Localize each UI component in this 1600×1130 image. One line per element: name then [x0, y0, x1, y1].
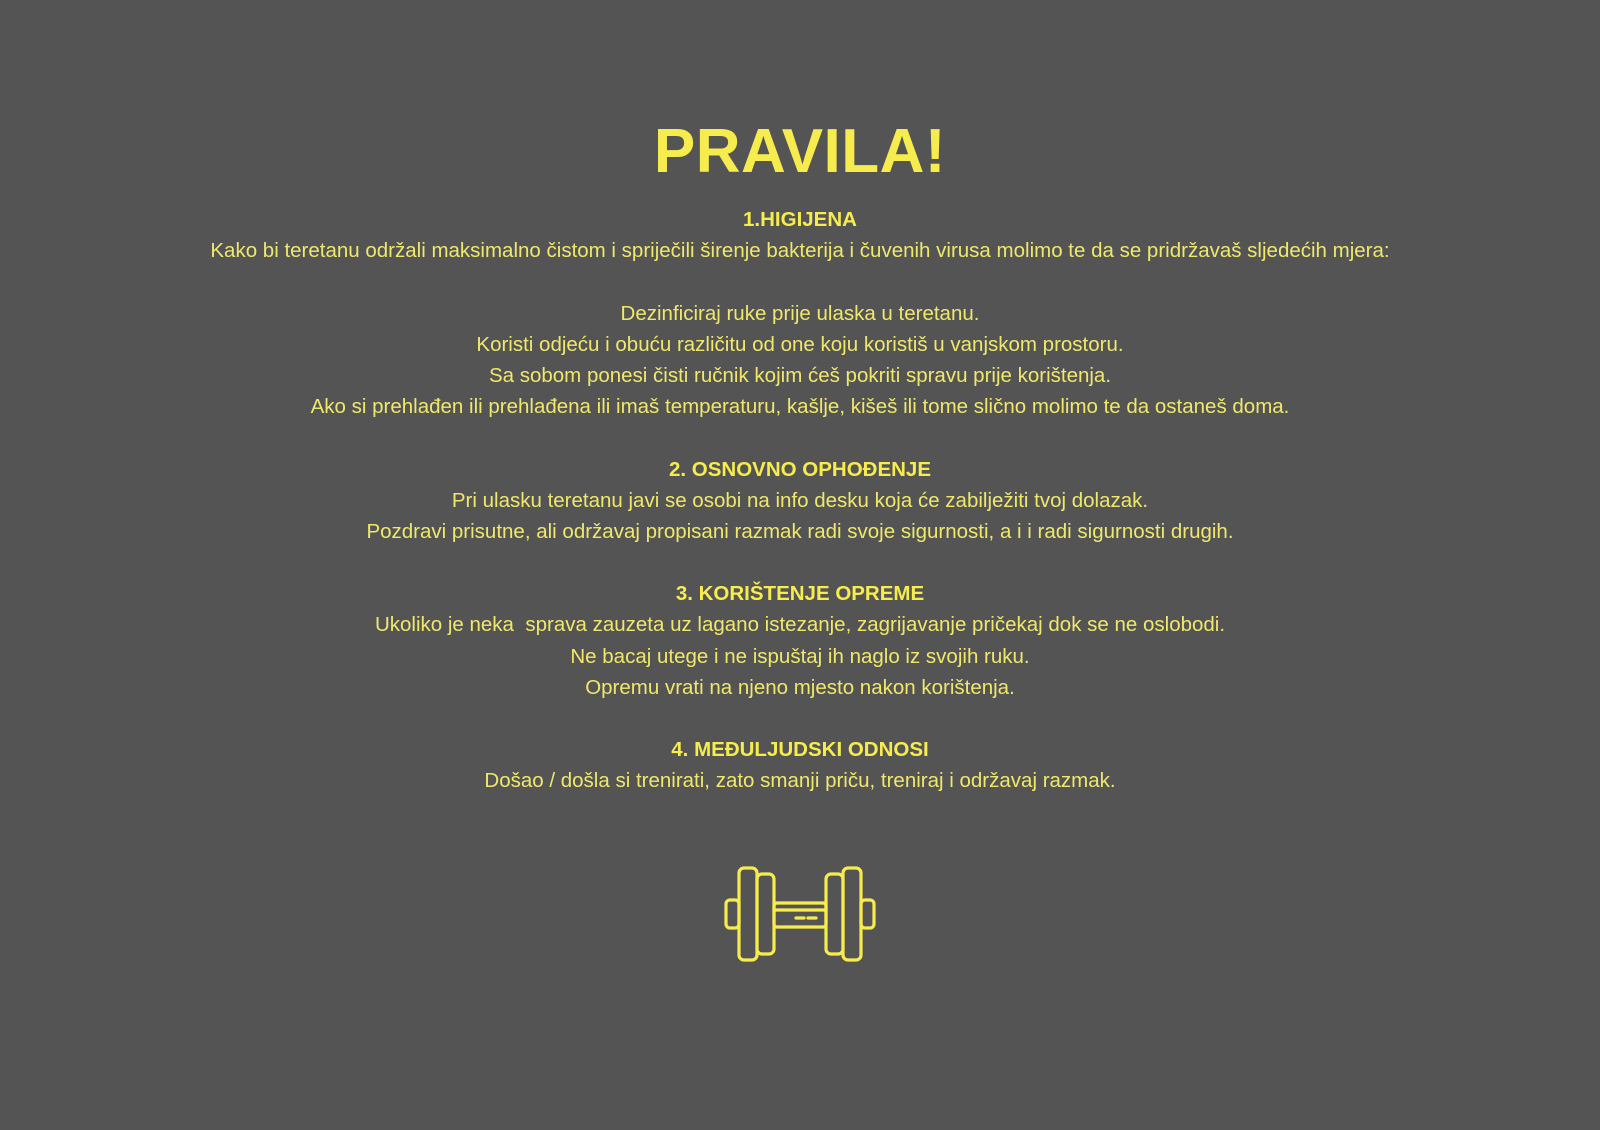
rule-line: Ne bacaj utege i ne ispuštaj ih naglo iz svojih ruku.: [570, 644, 1030, 668]
rule-line: Pri ulasku teretanu javi se osobi na info desku koja će zabilježiti tvoj dolazak.: [451, 488, 1149, 512]
rule-line: Sa sobom ponesi čisti ručnik kojim ćeš pokriti spravu prije korištenja.: [488, 363, 1112, 387]
section-interpersonal: [0, 734, 1600, 796]
spacer: [0, 547, 1600, 578]
spacer: [0, 703, 1600, 734]
rule-line: Pozdravi prisutne, ali održavaj propisani razmak radi svoje sigurnosti, a i i radi sigurnosti drugih.: [366, 519, 1234, 543]
rule-line: Opremu vrati na njeno mjesto nakon korištenja.: [585, 675, 1015, 699]
section-heading: 1.HIGIJENA: [743, 208, 857, 231]
rule-line: Koristi odjeću i obuću različitu od one koju koristiš u vanjskom prostoru.: [476, 332, 1124, 356]
page-title: PRAVILA!: [653, 117, 947, 186]
section-intro: Kako bi teretanu održali maksimalno čistom i spriječili širenje bakterija i čuvenih virusa molimo te da se pridržavaš sljedećih mjera:: [210, 239, 1390, 263]
rule-line: Došao / došla si trenirati, zato smanji priču, treniraj i održavaj razmak.: [484, 769, 1116, 793]
rule-line: Ako si prehlađen ili prehlađena ili imaš temperaturu, kašlje, kišeš ili tome slično molimo te da ostaneš doma.: [310, 395, 1290, 419]
rule-line: Dezinficiraj ruke prije ulaska u teretanu.: [620, 301, 980, 325]
section-heading: 3. KORIŠTENJE OPREME: [675, 582, 925, 606]
section-hygiene: [0, 204, 1600, 422]
rule-line: Ukoliko je neka sprava zauzeta uz lagano istezanje, zagrijavanje pričekaj dok se ne oslobodi.: [374, 613, 1226, 637]
section-equipment-use: [0, 578, 1600, 703]
section-basic-conduct: [0, 454, 1600, 548]
section-heading: 2. OSNOVNO OPHOĐENJE: [668, 457, 931, 481]
section-heading: 4. MEĐULJUDSKI ODNOSI: [671, 738, 929, 762]
rules-content: [0, 204, 1600, 797]
spacer: [0, 266, 1600, 297]
dumbbell-icon: [722, 866, 878, 964]
spacer: [0, 422, 1600, 453]
